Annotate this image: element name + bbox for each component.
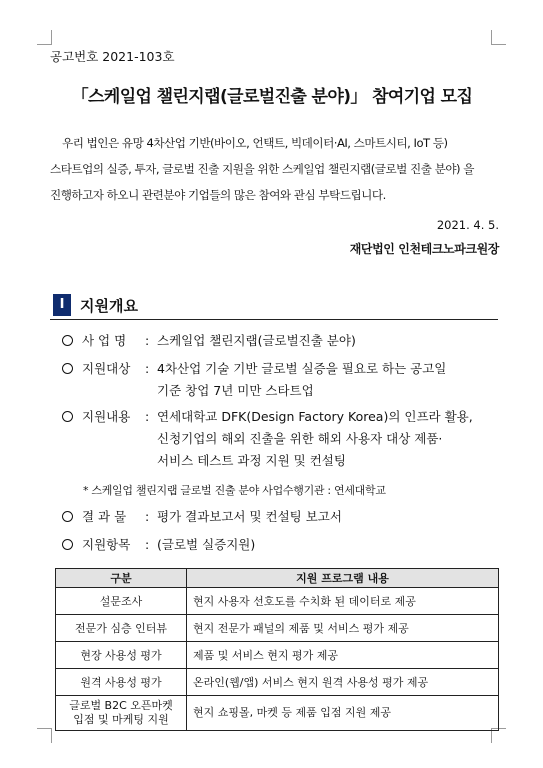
table-cell-category: 설문조사 [56,588,187,615]
intro-line: 우리 법인은 유망 4차산업 기반(바이오, 언택트, 빅데이터·AI, 스마트시티, IoT 등) [62,136,448,150]
item-value-line: 서비스 테스트 과정 지원 및 컨설팅 [157,453,346,468]
table-header-content: 지원 프로그램 내용 [187,569,499,588]
item-value: (글로벌 실증지원) [157,537,256,552]
executing-agency-note: * 스케일업 챌린지랩 글로벌 진출 분야 사업수행기관 : 연세대학교 [83,484,386,497]
intro-paragraph [50,130,503,208]
bullet-circle-icon [62,335,73,346]
item-key: 지원대상 [82,361,131,376]
table-cell-category: 전문가 심층 인터뷰 [56,615,187,642]
table-header-row [56,569,499,588]
item-key: 지원내용 [82,409,131,424]
bullet-circle-icon [62,511,73,522]
item-value-line: 기준 창업 7년 미만 스타트업 [157,383,314,398]
section-label: 지원개요 [80,297,138,315]
table-header-category: 구분 [56,569,187,588]
bullet-circle-icon [62,539,73,550]
announcement-date: 2021. 4. 5. [436,218,499,232]
bullet-circle-icon [62,363,73,374]
organization-name: 재단법인 인천테크노파크원장 [349,242,499,256]
item-separator: : [145,361,150,376]
intro-line: 스타트업의 실증, 투자, 글로벌 진출 지원을 위한 스케일업 챌린지랩(글로벌 진출 분야) 을 [50,162,474,176]
table-row [56,642,499,669]
section-header [50,293,498,320]
intro-line: 진행하고자 하오니 관련분야 기업들의 많은 참여와 관심 부탁드립니다. [50,188,386,202]
table-row [56,696,499,731]
table-cell-category: 현장 사용성 평가 [56,642,187,669]
notice-number: 공고번호 2021-103호 [50,49,175,64]
table-cell-content: 온라인(웹/앱) 서비스 현지 원격 사용성 평가 제공 [187,669,499,696]
item-value [157,406,500,472]
table-cell-content: 제품 및 서비스 현지 평가 제공 [187,642,499,669]
table-row [56,588,499,615]
table-cell-category: 글로벌 B2C 오픈마켓 입점 및 마케팅 지원 [56,696,187,731]
bullet-circle-icon [62,411,73,422]
crop-mark-top-left [37,30,52,45]
crop-mark-top-right [491,30,506,45]
item-value: 스케일업 챌린지랩(글로벌진출 분야) [157,333,356,348]
item-separator: : [145,409,150,424]
item-value [157,358,500,402]
item-separator: : [145,509,150,524]
item-separator: : [145,333,150,348]
table-cell-category: 원격 사용성 평가 [56,669,187,696]
item-key: 결 과 물 [82,509,127,524]
item-value-line: 4차산업 기술 기반 글로벌 실증을 필요로 하는 공고일 [157,361,447,376]
item-value-line: 연세대학교 DFK(Design Factory Korea)의 인프라 활용, [157,409,473,424]
item-value-line: 신청기업의 해외 진출을 위한 해외 사용자 대상 제품· [157,431,443,446]
item-key: 사 업 명 [82,333,127,348]
item-value: 평가 결과보고서 및 컨설팅 보고서 [157,509,342,524]
table-row [56,669,499,696]
page-title: 「스케일업 챌린지랩(글로벌진출 분야)」 참여기업 모집 [71,87,473,107]
crop-mark-bottom-left [37,728,52,743]
table-cell-content: 현지 전문가 패널의 제품 및 서비스 평가 제공 [187,615,499,642]
table-cell-content: 현지 사용자 선호도를 수치화 된 데이터로 제공 [187,588,499,615]
support-program-table [55,568,499,731]
table-row [56,615,499,642]
section-number: I [53,294,71,316]
item-key: 지원항목 [82,537,131,552]
item-separator: : [145,537,150,552]
table-cell-content: 현지 쇼핑몰, 마켓 등 제품 입점 지원 제공 [187,696,499,731]
